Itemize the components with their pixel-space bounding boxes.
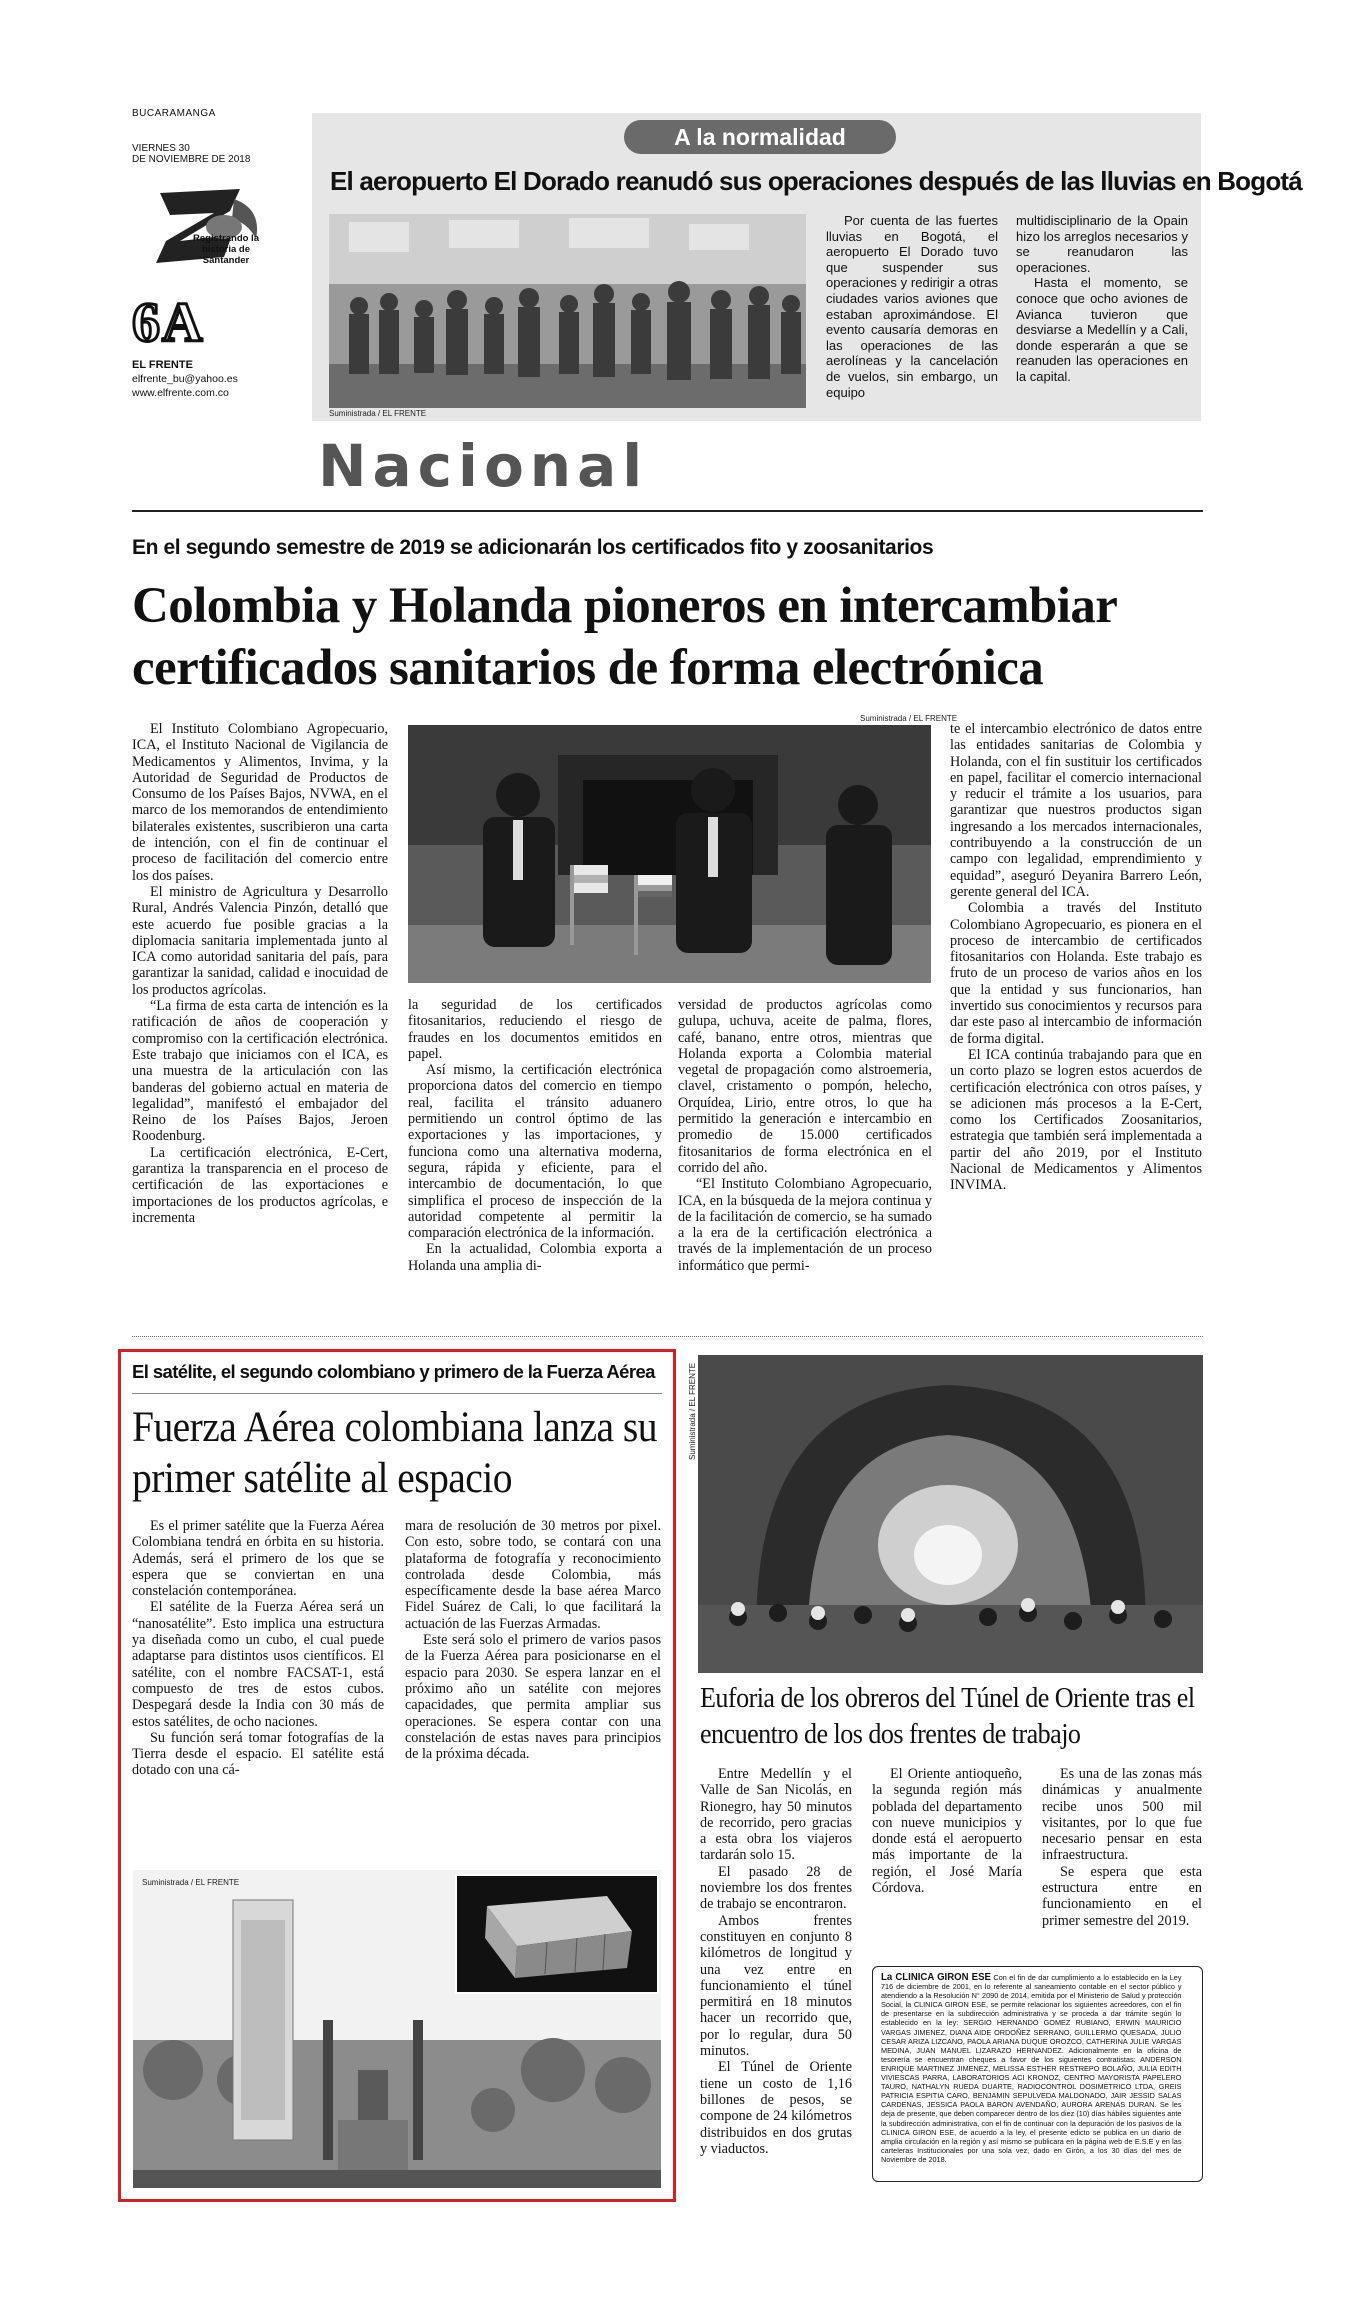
city-label: BUCARAMANGA — [132, 108, 216, 119]
main-story-paragraph: versidad de productos agrícolas como gulupa, uchuva, aceite de palma, flores, café, banano, entre otros, mientras que Holanda exporta a Colombia material vegetal de propagación como alstroemeria, clavel, cristamento o pompón, helecho, Orquídea, Lirio, entre otros, lo que ha permitido la generación e intercambio en promedio de 15.000 certificados fitosanitarios de forma electrónica en el corrido del año. — [678, 997, 932, 1176]
main-story-paragraph: El ICA continúa trabajando para que en un corto plazo se logren estos acuerdos de certificación electrónica con otros países, y se adicionen más procesos a la E-Cert, como los Certificados Zoosanitarios, estrategia que también será implementada a partir del año 2019, por el Instituto Nacional de Medicamentos y Alimentos INVIMA. — [950, 1046, 1202, 1194]
top-story-paragraph: Por cuenta de las fuertes lluvias en Bogotá, el aeropuerto El Dorado tuvo que suspender sus operaciones y redirigir a otras ciudades varios aviones que estaban aproximándose. El evento causaría demoras en las operaciones de las aerolíneas y la cancelación de vuelos, sin embargo, un equipo — [826, 213, 998, 400]
main-story-paragraph: la seguridad de los certificados fitosanitarios, reduciendo el riesgo de fraudes en los documentos emitidos en papel. — [408, 997, 662, 1062]
date-line-1: VIERNES 30 — [132, 143, 190, 154]
satellite-story-paragraph: mara de resolución de 30 metros por pixel. Con esto, sobre todo, se contará con una plataforma de fotografía y reconocimiento controlada desde Colombia, más específicamente desde la base aérea Marco Fidel Suárez de Cali, lo que facilitará la actuación de las Fuerzas Armadas. — [405, 1518, 661, 1632]
logo-tagline: Registrando la historia de Santander — [193, 233, 259, 266]
tunnel-story-paragraph: Entre Medellín y el Valle de San Nicolás, en Rionegro, hay 50 minutos de recorrido, pero gracias a esta obra los viajeros tardarán solo 15. — [700, 1766, 852, 1864]
top-story-headline: El aeropuerto El Dorado reanudó sus operaciones después de las lluvias en Bogotá — [330, 166, 1302, 196]
tunnel-story-col-2 — [872, 1766, 1022, 1896]
main-story-headline: Colombia y Holanda pioneros en intercambiar certificados sanitarios de forma electrónica — [132, 578, 1117, 696]
legal-notice-body: Con el fin de dar cumplimiento a lo establecido en la Ley 716 de diciembre de 2001, en lo referente al saneamiento contable en el sector público y atendiendo a la Resolución N° 2090 de 2014, emitida por el Ministerio de Salud y protección Social, la CLINICA GIRON ESE, se permite relacionar los siguientes acreedores, con el fin de presentarse en la subdirección administrativa y se proceda a dar trámite según lo establecido en la ley: SERGIO HERNANDO GOMEZ RUBIANO, ERWIN MAURICIO VARGAS JIMENEZ, DIANA AIDE ORDOÑEZ SERRANO, GUILLERMO QUESADA, JULIO CESAR ARIZA LIZCANO, PAOLA ARIANA DUQUE OROZCO, CATHERINA JULIE VARGAS MEDINA, JUAN MANUEL LIZARAZO HERNANDEZ. Adicionalmente en la oficina de tesorería se encuentran cheques a favor de los siguientes contratistas: ANDERSON ENRIQUE MARTINEZ JIMENEZ, MELISSA ESTHER RESTREPO BOLAÑO, JULIA EDITH VIVIESCAS PARRA, LABORATORIOS ACI KRONOZ, CENTRO MAYORISTA PAPELERO TAURO, NATHALYN RUEDA DUARTE, RADIOCONTROL DOSIMETRICO LTDA, GREIS PATRICIA ESPITIA CARO, BENJAMIN SEPULVEDA MALDONADO, JAIR JESSID SALAS CARDENAS, JESSICA PAOLA BARON AVENDAÑO, AURORA ARENAS DURAN. Se les deja de presente, que deben comparecer dentro de los diez (10) días hábiles siguientes ante la subdirección administrativa, con el fin de continuar con la depuración de los pasivos de la CLINICA GIRON ESE, de acuerdo a la ley, el presente edicto se publica en un diario de amplia circulación en la región y así mismo se publicara en la página web de E.S.E y en las carteleras Institucionales por una sola vez, dado en Girón, a los 30 días del mes de Noviembre de 2018. — [881, 1973, 1182, 2164]
satellite-kicker-rule — [132, 1393, 662, 1394]
paper-email[interactable]: elfrente_bu@yahoo.es — [132, 373, 238, 385]
masthead — [132, 108, 312, 399]
tunnel-story-paragraph: Ambos frentes constituyen en conjunto 8 kilómetros de longitud y una vez entre en funcionamiento el túnel permitirá en 18 minutos hacer un recorrido que, por lo regular, dura 50 minutos. — [700, 1912, 852, 2060]
legal-notice-title: La CLINICA GIRON ESE — [881, 1972, 991, 1983]
top-story-col-2 — [1016, 213, 1188, 385]
legal-notice-box — [872, 1966, 1203, 2182]
tunnel-story-col-3 — [1042, 1766, 1202, 1929]
tunnel-photo — [698, 1355, 1203, 1673]
top-story-paragraph: Hasta el momento, se conoce que ocho aviones de Avianca tuvieron que desviarse a Medellín y a Cali, donde esperarán a que se reanuden las operaciones en la capital. — [1016, 275, 1188, 384]
main-story-photo-credit: Suministrada / EL FRENTE — [860, 714, 958, 723]
top-story-col-1 — [826, 213, 998, 400]
anniversary-logo — [132, 179, 282, 279]
satellite-story-col-1 — [132, 1518, 384, 1779]
satellite-story-paragraph: Este será solo el primero de varios pasos de la Fuerza Aérea para posicionarse en el espacio para 2030. Se espera lanzar en el próximo año un satélite con mejores capacidades, que permita ampliar sus operaciones. Se espera contar con una constelación de estas naves para principios de la próxima década. — [405, 1632, 661, 1763]
satellite-story-col-2 — [405, 1518, 661, 1762]
ministers-photo — [408, 725, 931, 983]
top-story-paragraph: multidisciplinario de la Opain hizo los arreglos necesarios y se reanudaron las operaciones. — [1016, 213, 1188, 275]
paper-website[interactable]: www.elfrente.com.co — [132, 387, 229, 399]
tunnel-story-paragraph: El Túnel de Oriente tiene un costo de 1,16 billones de pesos, se compone de 24 kilómetros distribuidos en dos grutas y viaductos. — [700, 2059, 852, 2157]
section-title: Nacional — [318, 432, 649, 500]
main-story-col-2 — [408, 997, 662, 1274]
top-story-box — [312, 113, 1302, 421]
tunnel-story-paragraph: El Oriente antioqueño, la segunda región más poblada del departamento con nueve municipios y donde está el aeropuerto más importante de la región, el José María Córdova. — [872, 1766, 1022, 1897]
main-story-col-1 — [132, 721, 388, 1226]
main-story-paragraph: En la actualidad, Colombia exporta a Holanda una amplia di- — [408, 1241, 662, 1274]
airport-crowd-illustration — [329, 214, 806, 408]
main-story-paragraph: La certificación electrónica, E-Cert, garantiza la transparencia en el proceso de certificación de las exportaciones e importaciones de los productos agrícolas, e incrementa — [132, 1144, 388, 1226]
main-story-paragraph: El ministro de Agricultura y Desarrollo Rural, Andrés Valencia Pinzón, detalló que este acuerdo fue posible gracias a la diplomacia sanitaria implementada junto al ICA como autoridad sanitaria del país, para garantizar la sanidad, calidad e inocuidad de los productos agrícolas. — [132, 883, 388, 998]
date-line-2: DE NOVIEMBRE DE 2018 — [132, 154, 251, 165]
satellite-story-paragraph: Es el primer satélite que la Fuerza Aérea Colombiana tendrá en órbita en su historia. Además, será el primero de los que se espera que se conviertan en una constelación contemporánea. — [132, 1518, 384, 1600]
tunnel-story-headline: Euforia de los obreros del Túnel de Oriente tras el encuentro de los dos frentes de trabajo — [700, 1682, 1195, 1750]
tunnel-story-col-1 — [700, 1766, 852, 2157]
satellite-story-paragraph: Su función será tomar fotografías de la Tierra desde el espacio. El satélite está dotado con una cá- — [132, 1729, 384, 1779]
cubesat-inset-photo — [455, 1874, 659, 1994]
tunnel-workers-illustration — [698, 1355, 1203, 1673]
satellite-story-kicker: El satélite, el segundo colombiano y primero de la Fuerza Aérea — [132, 1361, 655, 1382]
main-story-paragraph: “La firma de esta carta de intención es la ratificación de años de cooperación y compromiso con la certificación electrónica. Este trabajo que iniciamos con el ICA, es una muestra de la articulación con las banderas del gobierno actual en materia de legalidad”, manifestó el embajador del Reino de los Países Bajos, Jeroen Roodenburg. — [132, 998, 388, 1145]
section-rule — [132, 510, 1203, 512]
ministers-meeting-illustration — [408, 725, 931, 983]
legal-notice-text — [881, 1973, 1181, 2164]
top-story-photo-credit: Suministrada / EL FRENTE — [329, 409, 427, 418]
main-story-paragraph: El Instituto Colombiano Agropecuario, ICA, el Instituto Nacional de Vigilancia de Medicamentos y Alimentos, Invima, y la Autoridad de Seguridad de Productos de Consumo de los Países Bajos, NVWA, en el marco de los memorandos de entendimiento bilaterales existentes, suscribieron una carta de intención, con el fin de continuar el proceso de facilitación del comercio entre los dos países. — [132, 721, 388, 884]
airport-photo — [329, 214, 806, 408]
tunnel-story-paragraph: Es una de las zonas más dinámicas y anualmente recibe unos 500 mil visitantes, por lo que fue necesario pensar en esta infraestructura. — [1042, 1766, 1202, 1864]
story-divider — [132, 1336, 1203, 1338]
main-story-kicker: En el segundo semestre de 2019 se adicionarán los certificados fito y zoosanitarios — [132, 536, 934, 559]
main-story-col-3 — [678, 997, 932, 1274]
tunnel-story-paragraph: Se espera que esta estructura entre en funcionamiento en el primer semestre del 2019. — [1042, 1863, 1202, 1929]
satellite-story-paragraph: El satélite de la Fuerza Aérea será un “nanosatélite”. Esto implica una estructura ya diseñada como un cubo, el cual puede adaptarse para distintos usos científicos. El satélite, con el nombre FACSAT-1, está compuesto de tres de estos cubos. Despegará desde la India con 30 más de estos satélites, de ocho naciones. — [132, 1599, 384, 1730]
main-story-col-4 — [950, 721, 1202, 1194]
paper-name: EL FRENTE — [132, 359, 193, 371]
top-story-kicker: A la normalidad — [624, 120, 896, 154]
tunnel-story-paragraph: El pasado 28 de noviembre los dos frentes de trabajo se encontraron. — [700, 1863, 852, 1913]
cubesat-illustration — [457, 1876, 657, 1992]
main-story-paragraph: Colombia a través del Instituto Colombiano Agropecuario, es pionera en el proceso de intercambio de certificados fitosanitarios con Holanda. Este trabajo es fruto de un proceso de varios años en los que la entidad y sus funcionarios, han invertido sus conocimientos y recursos para dar este paso al intercambio de información de forma digital. — [950, 900, 1202, 1047]
page-number: 6A — [132, 292, 205, 354]
satellite-story-headline: Fuerza Aérea colombiana lanza su primer satélite al espacio — [132, 1404, 657, 1502]
main-story-paragraph: Así mismo, la certificación electrónica proporciona datos del comercio en tiempo real, facilita el tránsito aduanero permitiendo un control óptimo de las exportaciones y las importaciones, y funciona como una alternativa moderna, segura, rápida y eficiente, para el intercambio de documentación, lo que simplifica el proceso de inspección de la autoridad competente al permitir la comparación electrónica de la información. — [408, 1062, 662, 1242]
main-story-paragraph: te el intercambio electrónico de datos entre las entidades sanitarias de Colombia y Holanda, con el fin sustituir los certificados en papel, facilitar el comercio internacional y reducir el trámite a los usuarios, para garantizar que nuestros productos sigan ingresando a los mercados internacionales, contribuyendo a la construcción de un campo con legalidad, emprendimiento y equidad”, aseguró Deyanira Barrero León, gerente general del ICA. — [950, 721, 1202, 900]
main-story-paragraph: “El Instituto Colombiano Agropecuario, ICA, en la búsqueda de la mejora continua y de la facilitación de comercio, se ha sumado a la era de la certificación electrónica a través de la implementación de un proceso informático que permi- — [678, 1176, 932, 1274]
tunnel-photo-credit: Suministrada / EL FRENTE — [688, 1362, 697, 1460]
satellite-photo-credit: Suministrada / EL FRENTE — [142, 1878, 240, 1887]
